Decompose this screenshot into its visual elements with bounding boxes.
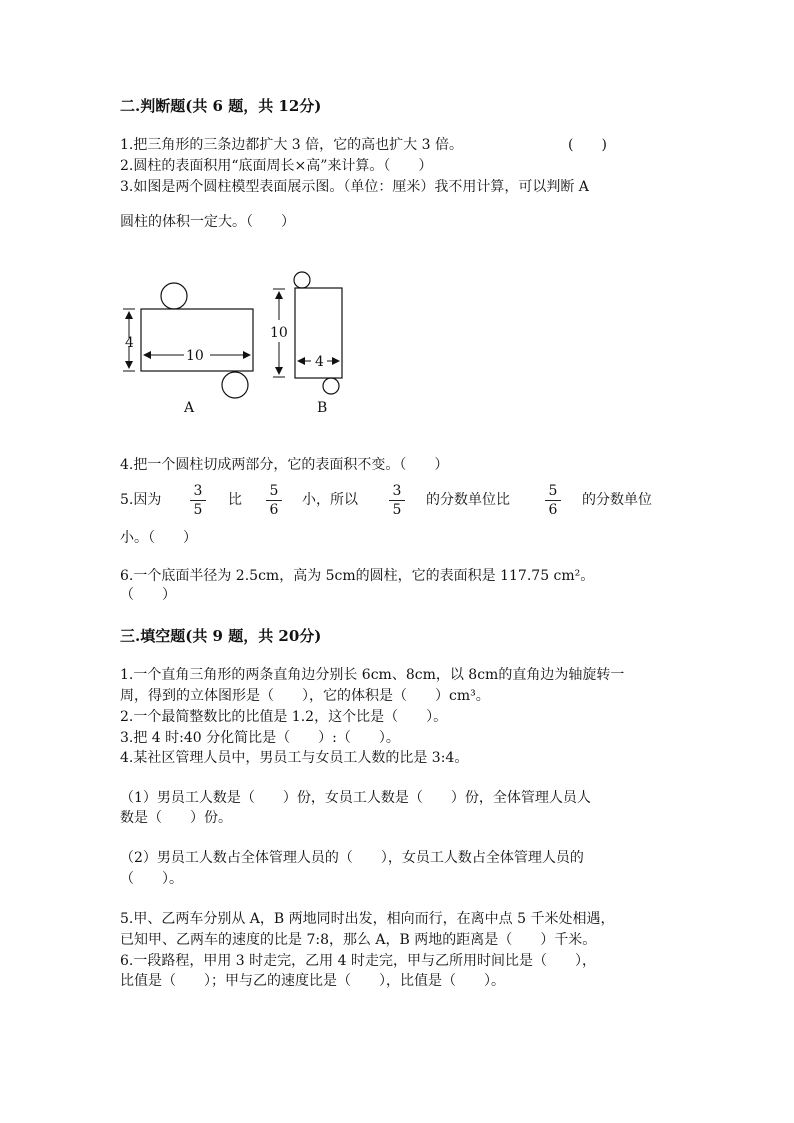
question-2-5-part3: 小，所以 <box>302 492 358 508</box>
question-2-1: 1.把三角形的三条边都扩大 3 倍，它的高也扩大 3 倍。 <box>120 137 463 153</box>
b-width-label: 4 <box>315 354 324 370</box>
question-3-1-line2: 周，得到的立体图形是（ ），它的体积是（ ）cm³。 <box>120 688 490 704</box>
question-3-4-2-line2: （ ）。 <box>120 871 183 887</box>
fraction-numerator: 5 <box>269 483 279 499</box>
cylinder-b-top-circle <box>294 272 310 288</box>
question-2-6-line1: 6.一个底面半径为 2.5cm，高为 5cm的圆柱，它的表面积是 117.75 cm²。 <box>120 568 595 584</box>
question-2-5-part2: 比 <box>228 492 242 508</box>
fraction-5-6-second <box>543 482 563 519</box>
cylinder-a-top-circle <box>161 283 187 309</box>
question-3-1-line1: 1.一个直角三角形的两条直角边分别长 6cm、8cm，以 8cm的直角边为轴旋转一 <box>120 667 625 683</box>
fraction-numerator: 3 <box>392 483 402 499</box>
question-3-6-line2: 比值是（ ）；甲与乙的速度比是（ ），比值是（ ）。 <box>120 973 505 989</box>
fraction-3-5-second <box>387 482 407 519</box>
a-height-label: 4 <box>125 335 134 351</box>
question-2-5-part1: 5.因为 <box>120 492 162 508</box>
cylinder-a-bottom-circle <box>222 372 248 398</box>
cylinder-b-bottom-circle <box>323 378 339 394</box>
fraction-5-6 <box>264 482 284 519</box>
question-2-4: 4.把一个圆柱切成两部分，它的表面积不变。（ ） <box>120 457 449 473</box>
question-2-3-line2: 圆柱的体积一定大。（ ） <box>120 214 295 230</box>
cylinder-nets-figure <box>110 262 370 422</box>
question-3-4: 4.某社区管理人员中，男员工与女员工人数的比是 3:4。 <box>120 750 469 766</box>
question-3-4-1-line1: （1）男员工人数是（ ）份，女员工人数是（ ）份，全体管理人员人 <box>120 790 591 806</box>
question-2-3-line1: 3.如图是两个圆柱模型表面展示图。（单位：厘米）我不用计算，可以判断 A <box>120 179 589 195</box>
question-3-5-line1: 5.甲、乙两车分别从 A，B 两地同时出发，相向而行，在离中点 5 千米处相遇， <box>120 911 615 927</box>
a-label: A <box>184 400 195 416</box>
fraction-numerator: 3 <box>193 483 203 499</box>
section-3-title: 三.填空题(共 9 题，共 20分) <box>120 627 322 645</box>
question-2-5-part5: 的分数单位 <box>582 492 652 508</box>
section-2-title: 二.判断题(共 6 题，共 12分) <box>120 97 322 115</box>
fraction-denominator: 6 <box>269 502 279 518</box>
question-3-2: 2.一个最简整数比的比值是 1.2，这个比是（ ）。 <box>120 709 448 725</box>
fraction-denominator: 6 <box>548 502 558 518</box>
b-height-label: 10 <box>270 325 288 341</box>
question-3-5-line2: 已知甲、乙两车的速度的比是 7:8，那么 A，B 两地的距离是（ ）千米。 <box>120 932 597 948</box>
question-3-6-line1: 6.一段路程，甲用 3 时走完，乙用 4 时走完，甲与乙所用时间比是（ ）， <box>120 953 596 969</box>
fraction-denominator: 5 <box>193 502 203 518</box>
question-2-2: 2.圆柱的表面积用“底面周长×高”来计算。（ ） <box>120 158 433 174</box>
question-2-5-line2: 小。（ ） <box>120 530 197 546</box>
question-3-4-1-line2: 数是（ ）份。 <box>120 810 232 826</box>
fraction-numerator: 5 <box>548 483 558 499</box>
fraction-denominator: 5 <box>392 502 402 518</box>
b-label: B <box>317 400 328 416</box>
a-width-label: 10 <box>186 348 204 364</box>
question-2-5-part4: 的分数单位比 <box>426 492 510 508</box>
question-3-4-2-line1: （2）男员工人数占全体管理人员的（ ），女员工人数占全体管理人员的 <box>120 850 584 866</box>
question-2-6-line2: （ ） <box>120 587 176 603</box>
answer-paren: ( ) <box>568 137 607 153</box>
question-3-3: 3.把 4 时:40 分化简比是（ ）:（ ）。 <box>120 730 400 746</box>
fraction-3-5 <box>188 482 208 519</box>
